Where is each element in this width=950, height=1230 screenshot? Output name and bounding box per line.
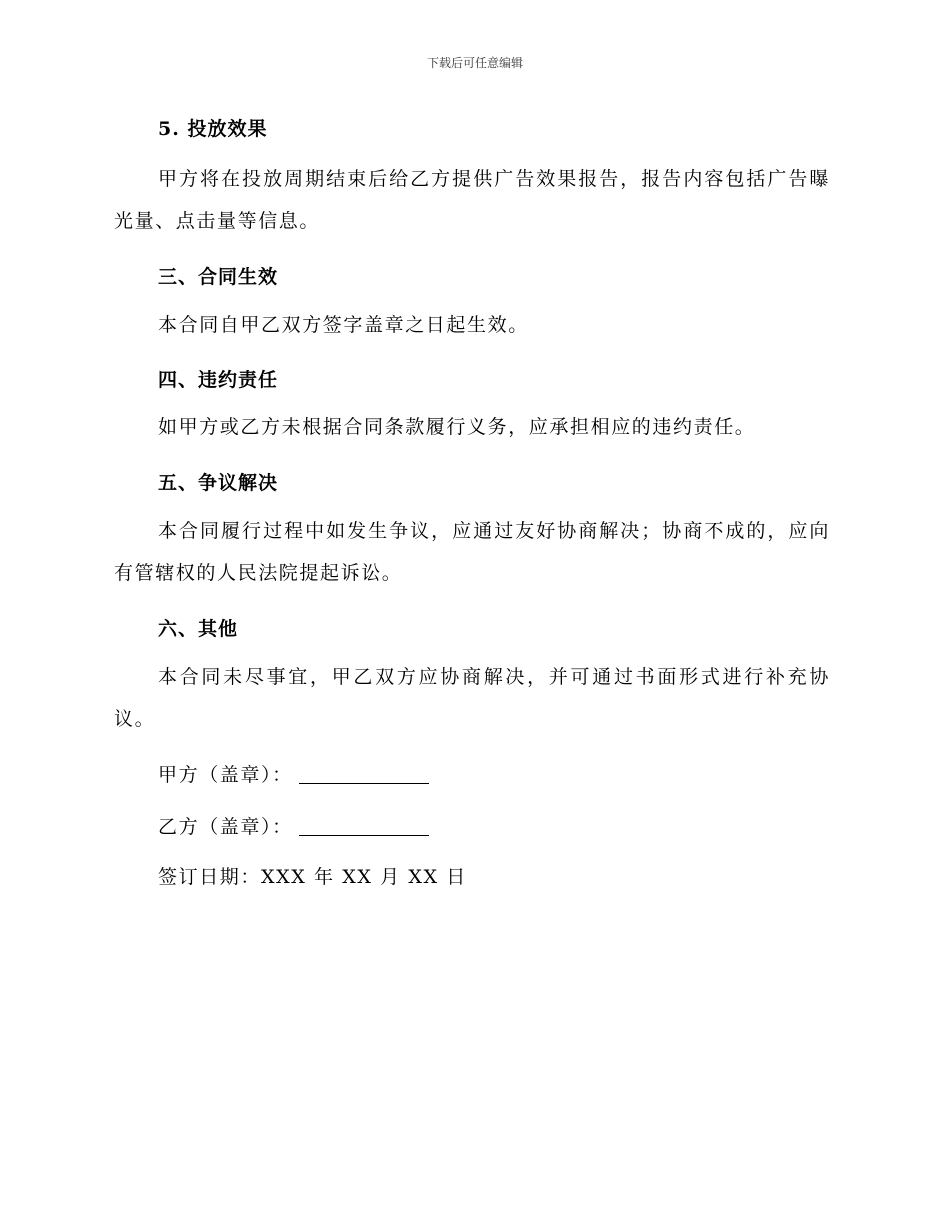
party-a-blank-line [299, 763, 429, 784]
party-b-label: 乙方（盖章）： [158, 816, 293, 838]
section-paragraph: 本合同未尽事宜，甲乙双方应协商解决，并可通过书面形式进行补充协议。 [114, 666, 830, 730]
section-paragraph: 如甲方或乙方未根据合同条款履行义务，应承担相应的违约责任。 [158, 416, 756, 438]
party-a-signature [158, 760, 429, 787]
signing-date: 签订日期：XXX 年 XX 月 XX 日 [158, 866, 467, 888]
party-b-signature [158, 812, 429, 839]
section-paragraph: 甲方将在投放周期结束后给乙方提供广告效果报告，报告内容包括广告曝光量、点击量等信息。 [114, 168, 830, 232]
section-heading: 五、争议解决 [158, 472, 279, 494]
party-b-blank-line [299, 815, 429, 836]
section-heading: 四、违约责任 [158, 369, 279, 391]
section-heading: 六、其他 [158, 618, 239, 640]
section-paragraph: 本合同履行过程中如发生争议，应通过友好协商解决；协商不成的，应向有管辖权的人民法院提起诉讼。 [114, 520, 830, 584]
section-heading: 三、合同生效 [158, 266, 279, 288]
section-paragraph: 本合同自甲乙双方签字盖章之日起生效。 [158, 314, 529, 336]
page-header: 下载后可任意编辑 [426, 56, 523, 70]
party-a-label: 甲方（盖章）： [158, 764, 293, 786]
section-heading: 5. 投放效果 [158, 118, 268, 140]
